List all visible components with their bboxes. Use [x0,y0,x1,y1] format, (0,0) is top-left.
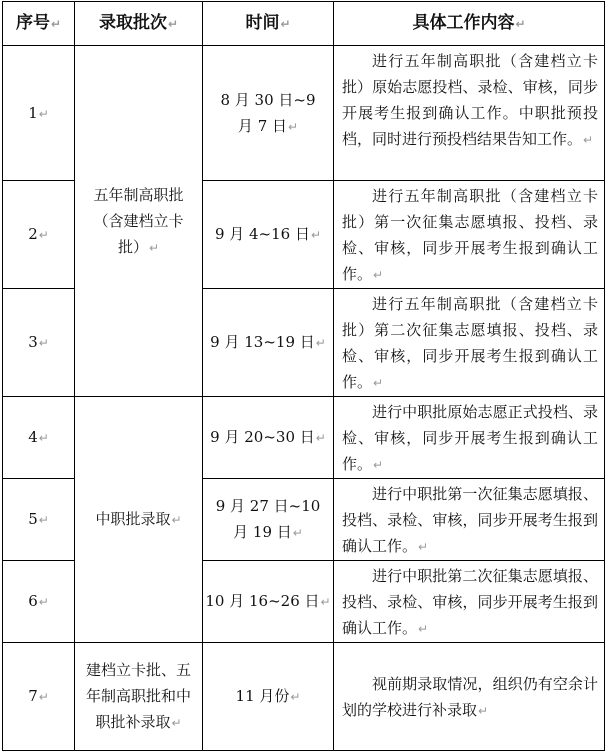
row-number: 6↵ [3,561,75,643]
paragraph-mark-icon: ↵ [583,133,594,147]
paragraph-mark-icon: ↵ [292,526,303,540]
batch-cell-secondary: 中职批录取↵ [75,397,203,643]
paragraph-mark-icon: ↵ [310,228,322,242]
header-time: 时间↵ [203,2,334,46]
paragraph-mark-icon: ↵ [418,540,429,554]
batch-cell-supplement: 建档立卡批、五年制高职批和中职批补录取↵ [75,643,203,751]
row-number: 2↵ [3,181,75,289]
row-number: 5↵ [3,479,75,561]
content-cell: 进行五年制高职批（含建档立卡批）第二次征集志愿填报、投档、录检、审核，同步开展考生报到确认工作。↵ [334,289,605,397]
paragraph-mark-icon: ↵ [478,704,489,718]
paragraph-mark-icon: ↵ [148,240,160,255]
time-cell: 10 月 16~26 日↵ [203,561,334,643]
batch-cell-five-year: 五年制高职批（含建档立卡批）↵ [75,46,203,397]
header-batch: 录取批次↵ [75,2,203,46]
time-cell: 8 月 30 日~9 月 7 日↵ [203,46,334,181]
header-row [3,2,605,46]
paragraph-mark-icon: ↵ [171,513,182,527]
content-cell: 进行中职批原始志愿正式投档、录检、审核，同步开展考生报到确认工作。↵ [334,397,605,479]
header-no: 序号↵ [3,2,75,46]
paragraph-mark-icon: ↵ [38,690,49,704]
paragraph-mark-icon: ↵ [171,716,182,730]
paragraph-mark-icon: ↵ [373,376,384,390]
time-cell: 11 月份↵ [203,643,334,751]
table-row [3,643,605,751]
table-row [3,397,605,479]
row-number: 4↵ [3,397,75,479]
paragraph-mark-icon: ↵ [50,17,62,31]
content-cell: 进行五年制高职批（含建档立卡批）第一次征集志愿填报、投档、录检、审核，同步开展考生报到确认工作。↵ [334,181,605,289]
paragraph-mark-icon: ↵ [38,228,49,242]
paragraph-mark-icon: ↵ [320,595,331,609]
paragraph-mark-icon: ↵ [315,431,326,445]
time-cell: 9 月 27 日~10 月 19 日↵ [203,479,334,561]
paragraph-mark-icon: ↵ [288,119,299,134]
header-content: 具体工作内容↵ [334,2,605,46]
row-number: 1↵ [3,46,75,181]
content-cell: 进行中职批第二次征集志愿填报、投档、录检、审核，同步开展考生报到确认工作。↵ [334,561,605,643]
time-cell: 9 月 20~30 日↵ [203,397,334,479]
paragraph-mark-icon: ↵ [315,336,326,350]
time-cell: 9 月 13~19 日↵ [203,289,334,397]
paragraph-mark-icon: ↵ [418,622,429,636]
admission-schedule-table [2,1,605,751]
content-cell: 进行五年制高职批（含建档立卡批）原始志愿投档、录检、审核，同步开展考生报到确认工作。中职批预投档，同时进行预投档结果告知工作。↵ [334,46,605,181]
paragraph-mark-icon: ↵ [38,431,49,445]
paragraph-mark-icon: ↵ [38,595,49,609]
paragraph-mark-icon: ↵ [280,17,291,31]
paragraph-mark-icon: ↵ [373,268,384,282]
paragraph-mark-icon: ↵ [38,106,49,121]
paragraph-mark-icon: ↵ [290,690,301,704]
paragraph-mark-icon: ↵ [373,458,384,472]
paragraph-mark-icon: ↵ [38,513,49,527]
row-number: 3↵ [3,289,75,397]
content-cell: 进行中职批第一次征集志愿填报、投档、录检、审核，同步开展考生报到确认工作。↵ [334,479,605,561]
row-number: 7↵ [3,643,75,751]
paragraph-mark-icon: ↵ [167,17,179,31]
paragraph-mark-icon: ↵ [38,336,49,350]
paragraph-mark-icon: ↵ [515,17,526,31]
content-cell: 视前期录取情况，组织仍有空余计划的学校进行补录取↵ [334,643,605,751]
table-row [3,46,605,181]
time-cell: 9 月 4~16 日↵ [203,181,334,289]
